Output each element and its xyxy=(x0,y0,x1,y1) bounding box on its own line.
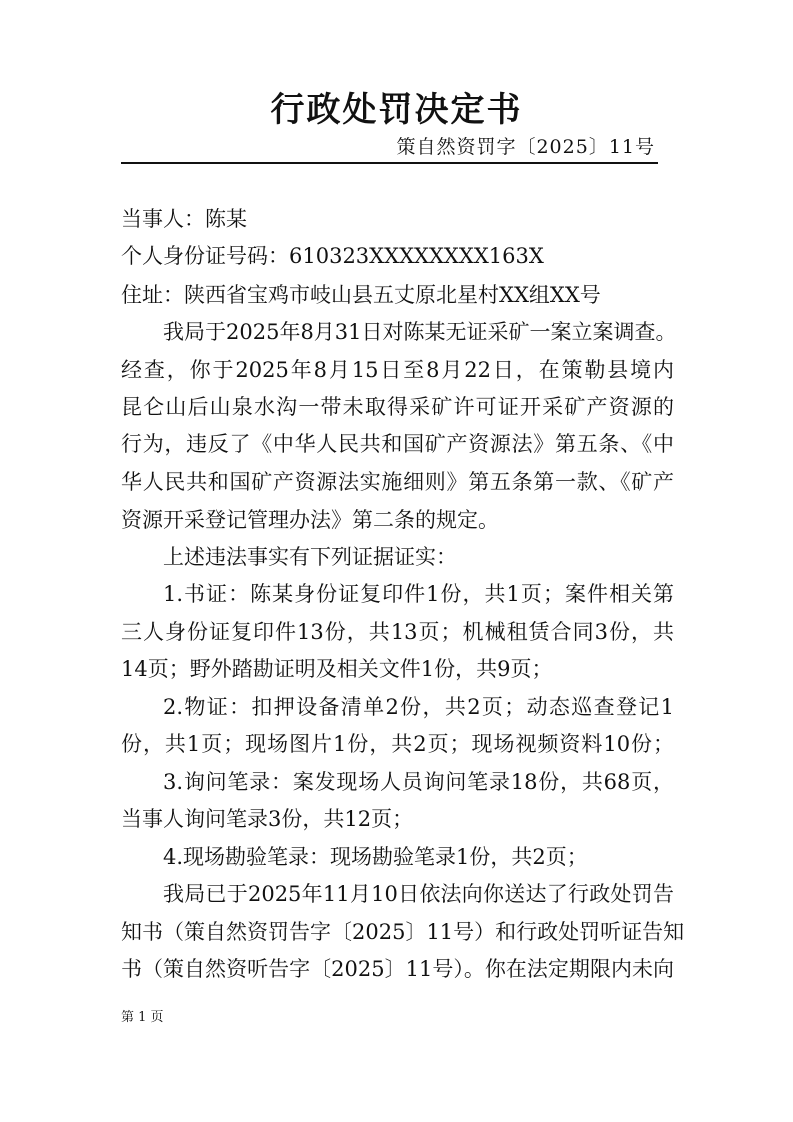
party-name-line: 当事人：陈某 xyxy=(121,207,247,231)
id-number-line: 个人身份证号码：610323XXXXXXXX163X xyxy=(121,244,544,268)
document-number: 策自然资罚字〔2025〕11号 xyxy=(396,136,655,158)
paragraph-line: 经查，你于2025年8月15日至8月22日，在策勒县境内 xyxy=(121,358,674,382)
page-number: 第 1 页 xyxy=(121,1010,164,1025)
paragraph-line: 昆仑山后山泉水沟一带未取得采矿许可证开采矿产资源的 xyxy=(121,395,674,419)
evidence-intro-line: 上述违法事实有下列证据证实： xyxy=(163,545,457,569)
evidence-item-line: 当事人询问笔录3份，共12页； xyxy=(121,807,414,831)
evidence-item-line: 3.询问笔录：案发现场人员询问笔录18份，共68页， xyxy=(163,770,674,794)
paragraph-line: 我局于2025年8月31日对陈某无证采矿一案立案调查。 xyxy=(163,320,677,344)
document-title: 行政处罚决定书 xyxy=(270,90,523,130)
evidence-item-line: 14页；野外踏勘证明及相关文件1份，共9页； xyxy=(121,657,553,681)
paragraph-line: 行为，违反了《中华人民共和国矿产资源法》第五条、《中 xyxy=(121,432,674,456)
paragraph-line: 我局已于2025年11月10日依法向你送达了行政处罚告 xyxy=(163,882,674,906)
evidence-item-line: 份，共1页；现场图片1份，共2页；现场视频资料10份； xyxy=(121,732,674,756)
paragraph-line: 华人民共和国矿产资源法实施细则》第五条第一款、《矿产 xyxy=(121,470,674,494)
address-line: 住址：陕西省宝鸡市岐山县五丈原北星村XX组XX号 xyxy=(121,283,601,307)
paragraph-line: 书（策自然资听告字〔2025〕11号）。你在法定期限内未向 xyxy=(121,957,674,981)
evidence-item-line: 2.物证：扣押设备清单2份，共2页；动态巡查登记1 xyxy=(163,695,674,719)
paragraph-line: 资源开采登记管理办法》第二条的规定。 xyxy=(121,508,499,532)
evidence-item-line: 三人身份证复印件13份，共13页；机械租赁合同3份，共 xyxy=(121,620,674,644)
evidence-item-line: 4.现场勘验笔录：现场勘验笔录1份，共2页； xyxy=(163,845,588,869)
evidence-item-line: 1.书证：陈某身份证复印件1份，共1页；案件相关第 xyxy=(163,582,674,606)
header-rule xyxy=(121,162,658,164)
paragraph-line: 知书（策自然资罚告字〔2025〕11号）和行政处罚听证告知 xyxy=(121,920,685,944)
